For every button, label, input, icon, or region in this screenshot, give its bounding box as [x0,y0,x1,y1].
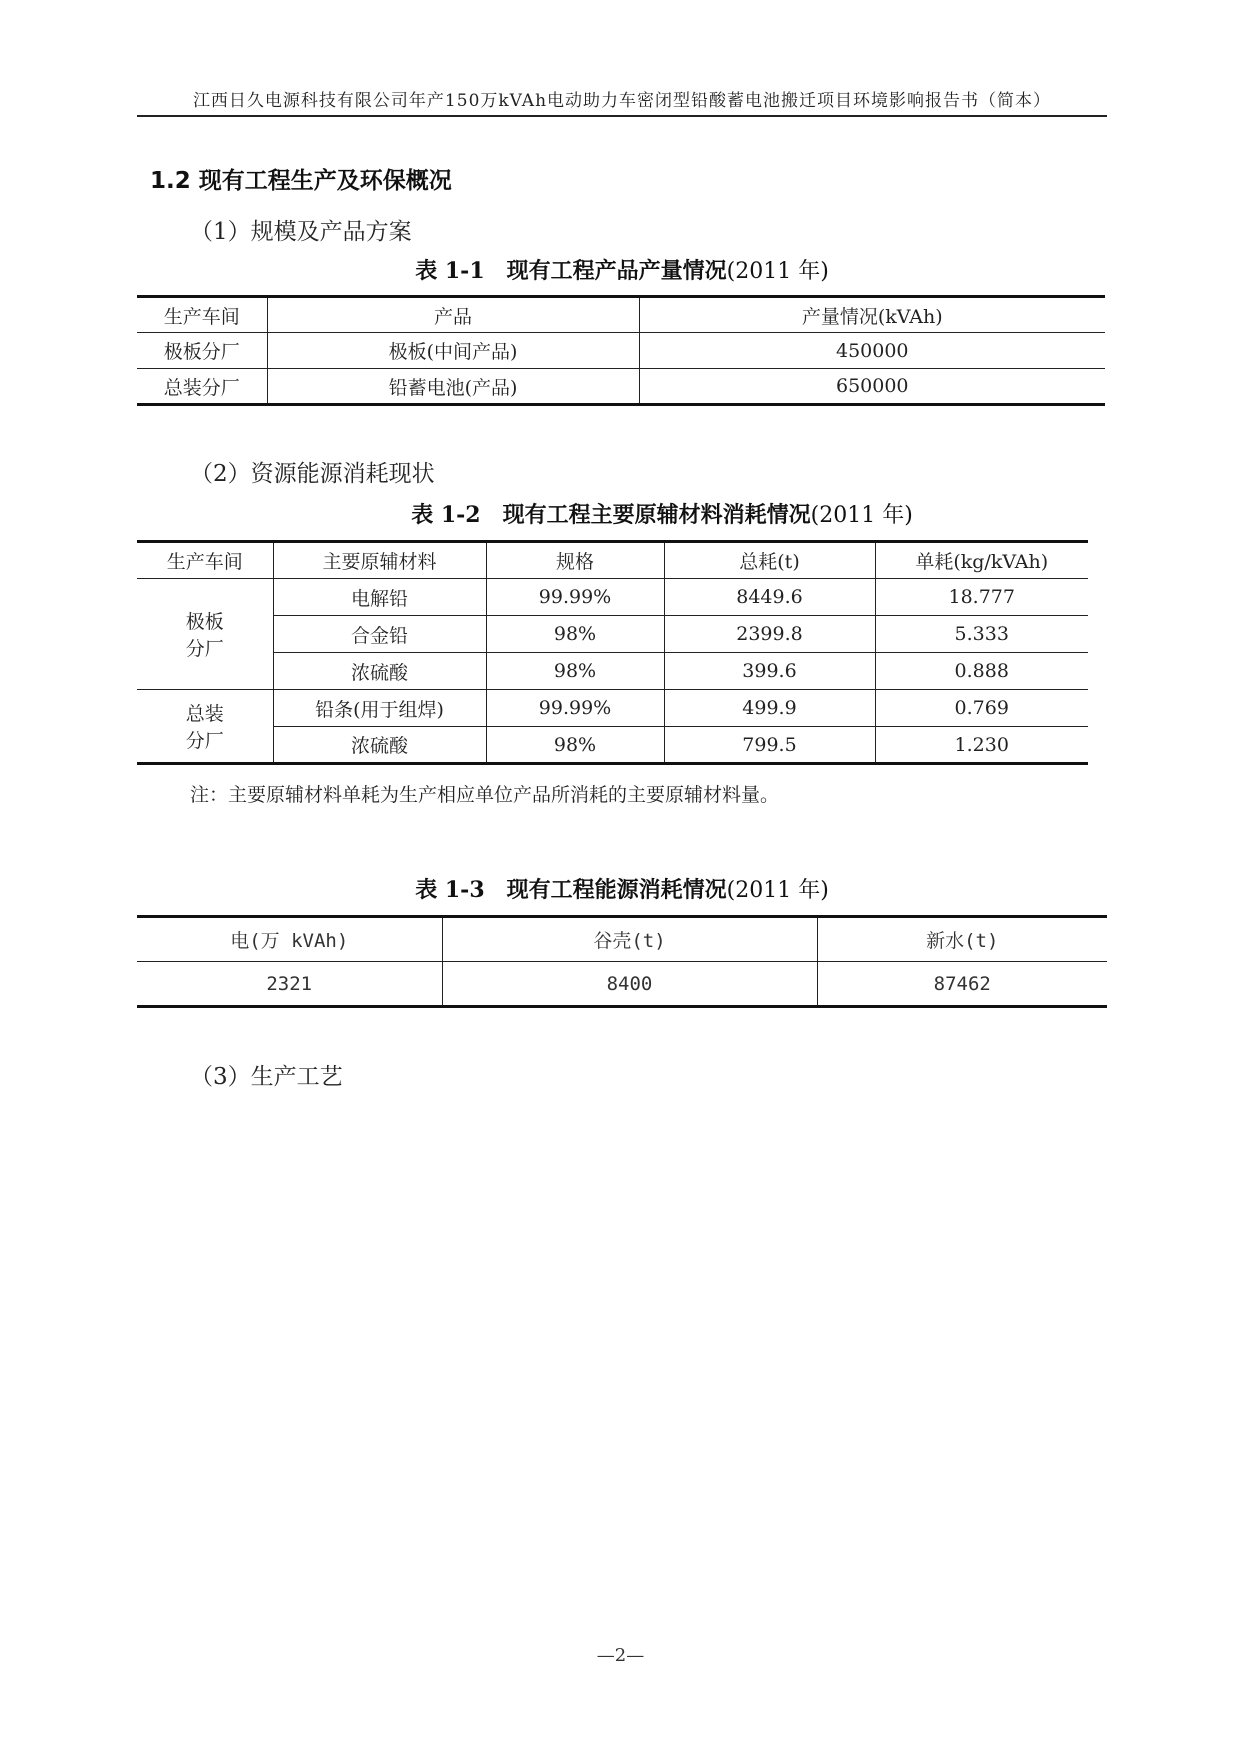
subheading-scale-products: （1）规模及产品方案 [190,219,412,245]
workshop-label-line2: 分厂 [185,730,224,752]
table-cell: 电解铅 [273,579,486,616]
table-header-row [137,297,1105,333]
header-cell: 谷壳(t) [442,917,817,962]
workshop-cell [137,690,273,764]
workshop-label-line1: 极板 [185,611,224,633]
table-cell: 99.99% [486,579,664,616]
table-row [137,690,1088,727]
header-cell: 产量情况(kVAh) [639,297,1105,333]
table-1-1-caption-text: 表 1-1 现有工程产品产量情况 [415,258,727,284]
table-cell: 合金铅 [273,616,486,653]
table-cell: 799.5 [664,727,875,764]
table-row [137,653,1088,690]
header-cell: 电(万 kVAh) [137,917,442,962]
table-row [137,616,1088,653]
table-1-3-caption-text: 表 1-3 现有工程能源消耗情况 [415,877,727,903]
table-row [137,962,1107,1007]
table-1-3 [137,915,1107,1008]
table-header-row [137,542,1088,579]
table-cell: 98% [486,727,664,764]
table-cell: 总装分厂 [137,369,267,405]
table-cell: 450000 [639,333,1105,369]
table-cell: 0.888 [875,653,1088,690]
table-cell: 浓硫酸 [273,653,486,690]
header-cell: 主要原辅材料 [273,542,486,579]
table-row [137,369,1105,405]
table-cell: 399.6 [664,653,875,690]
table-1-3-caption-year: (2011 年) [726,878,829,903]
table-1-2-note: 注：主要原辅材料单耗为生产相应单位产品所消耗的主要原辅材料量。 [190,784,780,806]
table-cell: 87462 [817,962,1107,1007]
table-cell: 铅条(用于组焊) [273,690,486,727]
page-number: —2— [596,1645,645,1666]
table-1-2-caption-text: 表 1-2 现有工程主要原辅材料消耗情况 [411,502,811,528]
header-cell: 规格 [486,542,664,579]
table-header-row [137,917,1107,962]
table-cell: 2399.8 [664,616,875,653]
table-cell: 0.769 [875,690,1088,727]
workshop-cell [137,579,273,690]
table-1-1-caption-year: (2011 年) [726,259,829,284]
table-1-1 [137,295,1105,406]
table-row [137,727,1088,764]
subheading-resource-consumption: （2）资源能源消耗现状 [190,461,435,487]
table-cell: 650000 [639,369,1105,405]
header-cell: 总耗(t) [664,542,875,579]
table-cell: 极板(中间产品) [267,333,639,369]
header-rule [137,115,1107,117]
table-row [137,333,1105,369]
table-1-2 [137,540,1088,765]
table-cell: 99.99% [486,690,664,727]
header-cell: 产品 [267,297,639,333]
table-cell: 18.777 [875,579,1088,616]
header-cell: 生产车间 [137,542,273,579]
page-header: 江西日久电源科技有限公司年产150万kVAh电动助力车密闭型铅酸蓄电池搬迁项目环境影响报告书（简本） [192,91,1052,111]
table-cell: 1.230 [875,727,1088,764]
table-1-2-caption [137,498,1187,529]
table-cell: 98% [486,616,664,653]
table-cell: 极板分厂 [137,333,267,369]
header-cell: 单耗(kg/kVAh) [875,542,1088,579]
section-title: 1.2 现有工程生产及环保概况 [150,168,452,194]
header-cell: 新水(t) [817,917,1107,962]
table-cell: 8449.6 [664,579,875,616]
header-cell: 生产车间 [137,297,267,333]
subheading-production-process: （3）生产工艺 [190,1064,343,1090]
table-row [137,579,1088,616]
table-1-2-caption-year: (2011 年) [810,503,913,528]
workshop-label-line2: 分厂 [185,638,224,660]
table-cell: 499.9 [664,690,875,727]
table-1-3-caption [137,873,1107,904]
table-1-1-caption [137,254,1107,285]
table-cell: 2321 [137,962,442,1007]
table-cell: 8400 [442,962,817,1007]
table-cell: 98% [486,653,664,690]
workshop-label-line1: 总装 [185,703,224,725]
table-cell: 铅蓄电池(产品) [267,369,639,405]
table-cell: 5.333 [875,616,1088,653]
table-cell: 浓硫酸 [273,727,486,764]
